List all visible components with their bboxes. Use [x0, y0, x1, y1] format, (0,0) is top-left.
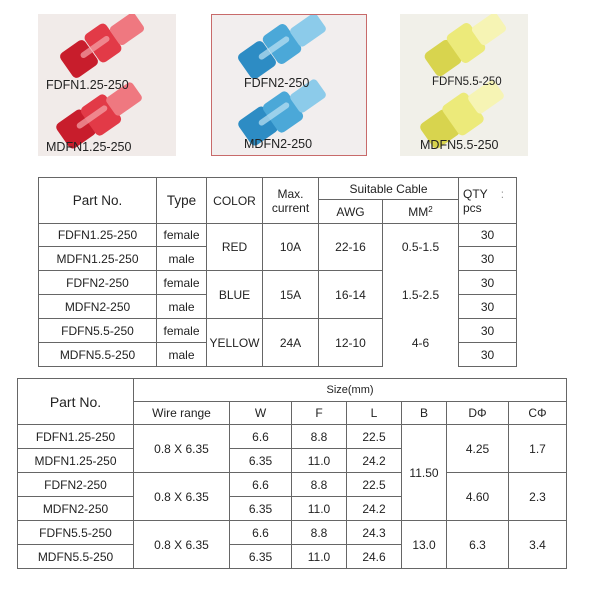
w-cell: 6.35 — [230, 497, 292, 521]
qty-cell: 30 — [459, 247, 517, 271]
col-header-awg: AWG — [319, 200, 383, 224]
product-label: MDFN2-250 — [244, 137, 313, 151]
part-cell: MDFN1.25-250 — [18, 449, 134, 473]
spec-table — [38, 177, 517, 367]
qty-cell: 30 — [459, 343, 517, 367]
col-header-c: CΦ — [509, 402, 567, 425]
col-header-mm2 — [383, 200, 459, 224]
w-cell: 6.6 — [230, 425, 292, 449]
col-header-part-no: Part No. — [39, 178, 157, 224]
col-header-w: W — [230, 402, 292, 425]
col-header-wire-range: Wire range — [134, 402, 230, 425]
qty-cell: 30 — [459, 224, 517, 247]
w-cell: 6.35 — [230, 449, 292, 473]
l-cell: 24.6 — [347, 545, 402, 569]
product-label: MDFN5.5-250 — [420, 138, 499, 152]
f-cell: 11.0 — [292, 545, 347, 569]
l-cell: 24.2 — [347, 497, 402, 521]
female-terminal-blue — [236, 15, 327, 81]
size-table — [17, 378, 567, 569]
qty-label: QTY — [463, 186, 488, 201]
color-cell: YELLOW — [207, 319, 263, 367]
part-cell: FDFN2-250 — [18, 473, 134, 497]
part-cell: MDFN5.5-250 — [18, 545, 134, 569]
mm2-cell: 1.5-2.5 — [383, 271, 459, 319]
w-cell: 6.35 — [230, 545, 292, 569]
current-cell: 15A — [263, 271, 319, 319]
mm-label: MM — [408, 204, 429, 219]
product-label: FDFN2-250 — [244, 76, 310, 90]
wire-range-cell: 0.8 X 6.35 — [134, 521, 230, 569]
b-cell: 11.50 — [402, 425, 447, 521]
part-cell: MDFN2-250 — [18, 497, 134, 521]
awg-cell: 22-16 — [319, 224, 383, 271]
part-cell: FDFN5.5-250 — [18, 521, 134, 545]
col-header-f: F — [292, 402, 347, 425]
l-cell: 22.5 — [347, 473, 402, 497]
color-cell: BLUE — [207, 271, 263, 319]
current-label: current — [271, 200, 310, 215]
part-cell: FDFN5.5-250 — [39, 319, 157, 343]
f-cell: 8.8 — [292, 473, 347, 497]
pcs-label: pcs — [463, 200, 482, 215]
col-header-max-current — [263, 178, 319, 224]
color-cell: RED — [207, 224, 263, 271]
f-cell: 11.0 — [292, 497, 347, 521]
product-photo-blue — [211, 14, 367, 156]
awg-cell: 12-10 — [319, 319, 383, 367]
col-header-qty — [459, 178, 517, 224]
part-cell: FDFN2-250 — [39, 271, 157, 295]
part-cell: MDFN1.25-250 — [39, 247, 157, 271]
mm2-cell: 0.5-1.5 — [383, 224, 459, 271]
type-cell: female — [157, 271, 207, 295]
col-header-type: Type — [157, 178, 207, 224]
l-cell: 22.5 — [347, 425, 402, 449]
type-cell: male — [157, 343, 207, 367]
c-cell: 3.4 — [509, 521, 567, 569]
qty-cell: 30 — [459, 271, 517, 295]
d-cell: 4.25 — [447, 425, 509, 473]
part-cell: FDFN1.25-250 — [18, 425, 134, 449]
product-photo-yellow — [400, 14, 528, 156]
current-cell: 24A — [263, 319, 319, 367]
d-cell: 6.3 — [447, 521, 509, 569]
type-cell: female — [157, 224, 207, 247]
product-label: FDFN5.5-250 — [432, 76, 502, 88]
product-photo-red — [38, 14, 176, 156]
qty-mark: : — [500, 186, 505, 201]
female-terminal-yellow — [423, 14, 508, 78]
mm2-cell: 4-6 — [383, 319, 459, 367]
col-header-size: Size(mm) — [134, 379, 567, 402]
c-cell: 2.3 — [509, 473, 567, 521]
w-cell: 6.6 — [230, 473, 292, 497]
f-cell: 8.8 — [292, 521, 347, 545]
type-cell: male — [157, 295, 207, 319]
w-cell: 6.6 — [230, 521, 292, 545]
awg-cell: 16-14 — [319, 271, 383, 319]
max-label: Max. — [277, 186, 304, 201]
col-header-b: B — [402, 402, 447, 425]
wire-range-cell: 0.8 X 6.35 — [134, 473, 230, 521]
part-cell: MDFN5.5-250 — [39, 343, 157, 367]
b-cell: 13.0 — [402, 521, 447, 569]
l-cell: 24.3 — [347, 521, 402, 545]
d-cell: 4.60 — [447, 473, 509, 521]
f-cell: 8.8 — [292, 425, 347, 449]
female-terminal-red — [58, 14, 145, 80]
wire-range-cell: 0.8 X 6.35 — [134, 425, 230, 473]
col-header-color: COLOR — [207, 178, 263, 224]
qty-cell: 30 — [459, 319, 517, 343]
col-header-l: L — [347, 402, 402, 425]
qty-cell: 30 — [459, 295, 517, 319]
mm-superscript: 2 — [428, 204, 433, 214]
product-label: MDFN1.25-250 — [46, 140, 132, 154]
col-header-suitable-cable: Suitable Cable — [319, 178, 459, 200]
c-cell: 1.7 — [509, 425, 567, 473]
type-cell: female — [157, 319, 207, 343]
f-cell: 11.0 — [292, 449, 347, 473]
col-header-d: DΦ — [447, 402, 509, 425]
current-cell: 10A — [263, 224, 319, 271]
part-cell: FDFN1.25-250 — [39, 224, 157, 247]
part-cell: MDFN2-250 — [39, 295, 157, 319]
product-label: FDFN1.25-250 — [46, 78, 129, 92]
l-cell: 24.2 — [347, 449, 402, 473]
type-cell: male — [157, 247, 207, 271]
col-header-part-no: Part No. — [18, 379, 134, 425]
